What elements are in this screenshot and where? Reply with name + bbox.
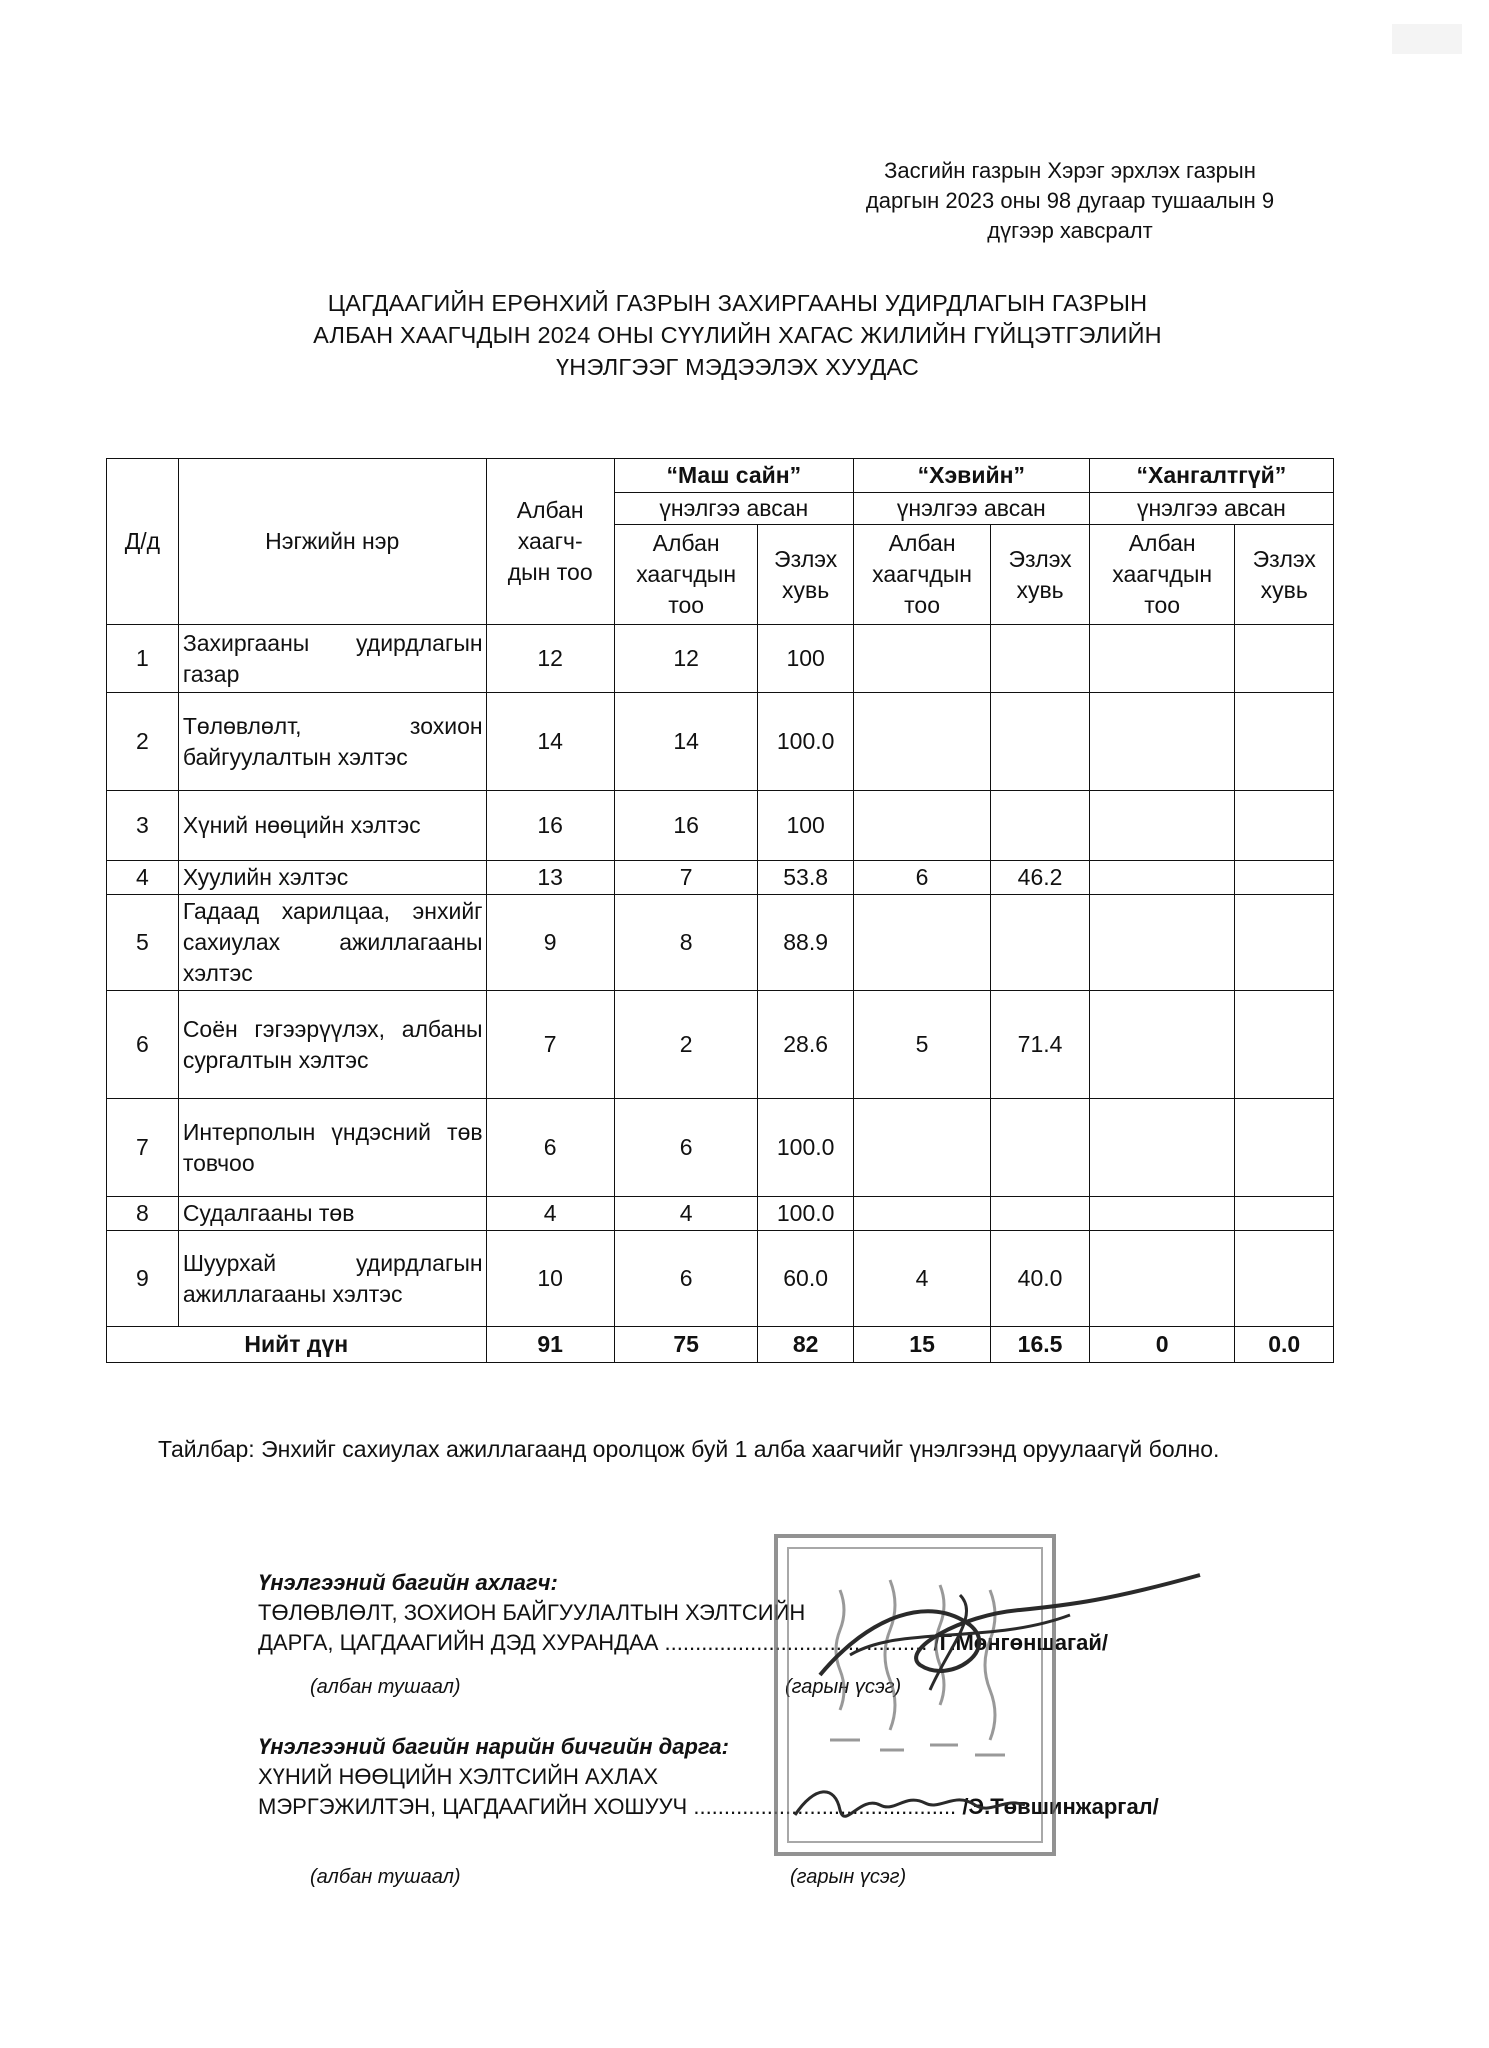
row-vg-count: 4	[614, 1197, 758, 1231]
header-vg-pct: Эзлэх хувь	[758, 525, 853, 625]
row-n-pct: 40.0	[991, 1231, 1090, 1327]
row-u-pct	[1235, 1099, 1334, 1197]
header-unit: Нэгжийн нэр	[178, 459, 486, 625]
leader-position-line-2: ДАРГА, ЦАГДААГИЙН ДЭД ХУРАНДАА ........................................... /Г.Мөнгөншагай/	[258, 1630, 1109, 1655]
row-no: 7	[107, 1099, 179, 1197]
document-title	[150, 287, 1325, 383]
row-u-count	[1089, 991, 1235, 1099]
row-n-pct: 71.4	[991, 991, 1090, 1099]
row-u-pct	[1235, 791, 1334, 861]
secretary-dots: ...........................................	[693, 1794, 957, 1819]
secretary-role: Үнэлгээний багийн нарийн бичгийн дарга:	[258, 1734, 729, 1759]
secretary-position-line-2: МЭРГЭЖИЛТЭН, ЦАГДААГИЙН ХОШУУЧ ........................................... /Э.Төвшинжаргал/	[258, 1794, 1159, 1819]
footnote: Тайлбар: Энхийг сахиулах ажиллагаанд оролцож буй 1 алба хаагчийг үнэлгээнд оруулаагүй болно.	[158, 1436, 1220, 1462]
row-total: 4	[486, 1197, 614, 1231]
row-vg-pct: 100.0	[758, 1197, 853, 1231]
row-n-count: 6	[853, 861, 990, 895]
table-row	[107, 1231, 1334, 1327]
total-u-pct: 0.0	[1235, 1327, 1334, 1363]
table-row	[107, 791, 1334, 861]
row-u-pct	[1235, 693, 1334, 791]
row-u-pct	[1235, 1231, 1334, 1327]
row-unit-name: Судалгааны төв	[178, 1197, 486, 1231]
scan-mark	[1392, 24, 1462, 54]
row-total: 14	[486, 693, 614, 791]
row-no: 9	[107, 1231, 179, 1327]
title-line-1: ЦАГДААГИЙН ЕРӨНХИЙ ГАЗРЫН ЗАХИРГААНЫ УДИРДЛАГЫН ГАЗРЫН	[327, 290, 1148, 316]
total-vg-count: 75	[614, 1327, 758, 1363]
header-n-count: Албан хаагчдын тоо	[853, 525, 990, 625]
row-u-pct	[1235, 1197, 1334, 1231]
table-row	[107, 895, 1334, 991]
table-row	[107, 625, 1334, 693]
title-line-3: ҮНЭЛГЭЭГ МЭДЭЭЛЭХ ХУУДАС	[556, 354, 919, 380]
table-row	[107, 1099, 1334, 1197]
table-row	[107, 991, 1334, 1099]
row-vg-pct: 100.0	[758, 693, 853, 791]
row-u-count	[1089, 1231, 1235, 1327]
row-u-count	[1089, 1099, 1235, 1197]
row-n-pct	[991, 791, 1090, 861]
leader-signature-caption: (гарын үсэг)	[785, 1676, 902, 1698]
annex-line-2: даргын 2023 оны 98 дугаар тушаалын 9	[865, 188, 1275, 213]
leader-dots: ...........................................	[664, 1630, 928, 1655]
row-no: 8	[107, 1197, 179, 1231]
row-unit-name: Интерполын үндэсний төв товчоо	[178, 1099, 486, 1197]
total-row	[107, 1327, 1334, 1363]
secretary-position-caption: (албан тушаал)	[310, 1866, 461, 1888]
row-vg-count: 14	[614, 693, 758, 791]
row-total: 13	[486, 861, 614, 895]
row-total: 7	[486, 991, 614, 1099]
leader-name: /Г.Мөнгөншагай/	[933, 1630, 1109, 1655]
secretary-position-line-1: ХҮНИЙ НӨӨЦИЙН ХЭЛТСИЙН АХЛАХ	[258, 1764, 659, 1789]
header-normal: “Хэвийн”	[853, 459, 1089, 493]
row-unit-name: Соён гэгээрүүлэх, албаны сургалтын хэлтэс	[178, 991, 486, 1099]
row-vg-pct: 60.0	[758, 1231, 853, 1327]
row-vg-pct: 28.6	[758, 991, 853, 1099]
total-n-pct: 16.5	[991, 1327, 1090, 1363]
row-u-pct	[1235, 991, 1334, 1099]
secretary-signature-caption: (гарын үсэг)	[790, 1866, 907, 1888]
header-unsatisfactory-sub: үнэлгээ авсан	[1089, 493, 1333, 525]
row-vg-pct: 100.0	[758, 1099, 853, 1197]
table-row	[107, 1197, 1334, 1231]
row-no: 2	[107, 693, 179, 791]
row-n-count	[853, 625, 990, 693]
leader-role: Үнэлгээний багийн ахлагч:	[258, 1570, 558, 1595]
header-very-good-sub: үнэлгээ авсан	[614, 493, 853, 525]
total-n-count: 15	[853, 1327, 990, 1363]
total-label: Нийт дүн	[107, 1327, 487, 1363]
total-staff: 91	[486, 1327, 614, 1363]
header-very-good: “Маш сайн”	[614, 459, 853, 493]
total-u-count: 0	[1089, 1327, 1235, 1363]
row-total: 6	[486, 1099, 614, 1197]
row-u-pct	[1235, 625, 1334, 693]
row-n-count	[853, 791, 990, 861]
header-n-pct: Эзлэх хувь	[991, 525, 1090, 625]
row-no: 4	[107, 861, 179, 895]
row-n-pct	[991, 1099, 1090, 1197]
annex-line-3: дүгээр хавсралт	[987, 218, 1153, 243]
table-row	[107, 693, 1334, 791]
row-vg-count: 8	[614, 895, 758, 991]
header-u-pct: Эзлэх хувь	[1235, 525, 1334, 625]
row-u-count	[1089, 1197, 1235, 1231]
total-vg-pct: 82	[758, 1327, 853, 1363]
secretary-signature-icon	[790, 1775, 1030, 1835]
row-unit-name: Хуулийн хэлтэс	[178, 861, 486, 895]
annex-reference	[820, 156, 1320, 246]
row-n-pct	[991, 895, 1090, 991]
row-u-pct	[1235, 861, 1334, 895]
row-total: 9	[486, 895, 614, 991]
row-vg-pct: 53.8	[758, 861, 853, 895]
row-unit-name: Захиргааны удирдлагын газар	[178, 625, 486, 693]
row-vg-count: 2	[614, 991, 758, 1099]
row-n-count	[853, 1197, 990, 1231]
row-n-count	[853, 1099, 990, 1197]
row-no: 6	[107, 991, 179, 1099]
title-line-2: АЛБАН ХААГЧДЫН 2024 ОНЫ СҮҮЛИЙН ХАГАС ЖИЛИЙН ГҮЙЦЭТГЭЛИЙН	[313, 322, 1162, 348]
row-n-count: 4	[853, 1231, 990, 1327]
row-u-pct	[1235, 895, 1334, 991]
row-n-pct: 46.2	[991, 861, 1090, 895]
row-no: 5	[107, 895, 179, 991]
row-n-pct	[991, 1197, 1090, 1231]
row-unit-name: Хүний нөөцийн хэлтэс	[178, 791, 486, 861]
header-unsatisfactory: “Хангалтгүй”	[1089, 459, 1333, 493]
row-u-count	[1089, 861, 1235, 895]
row-no: 1	[107, 625, 179, 693]
row-n-pct	[991, 625, 1090, 693]
header-staff-count: Албан хаагч- дын тоо	[486, 459, 614, 625]
evaluation-table	[106, 458, 1334, 1363]
row-total: 10	[486, 1231, 614, 1327]
leader-position-line-1: ТӨЛӨВЛӨЛТ, ЗОХИОН БАЙГУУЛАЛТЫН ХЭЛТСИЙН	[258, 1600, 806, 1625]
leader-position-caption: (албан тушаал)	[310, 1676, 461, 1698]
row-u-count	[1089, 791, 1235, 861]
row-vg-pct: 100	[758, 791, 853, 861]
row-u-count	[1089, 625, 1235, 693]
row-n-count: 5	[853, 991, 990, 1099]
secretary-name: /Э.Төвшинжаргал/	[962, 1794, 1159, 1819]
row-n-pct	[991, 693, 1090, 791]
header-u-count: Албан хаагчдын тоо	[1089, 525, 1235, 625]
row-n-count	[853, 693, 990, 791]
row-vg-count: 6	[614, 1099, 758, 1197]
row-no: 3	[107, 791, 179, 861]
header-no: Д/д	[107, 459, 179, 625]
row-u-count	[1089, 895, 1235, 991]
row-unit-name: Төлөвлөлт, зохион байгуулалтын хэлтэс	[178, 693, 486, 791]
row-unit-name: Гадаад харилцаа, энхийг сахиулах ажиллагааны хэлтэс	[178, 895, 486, 991]
header-normal-sub: үнэлгээ авсан	[853, 493, 1089, 525]
row-unit-name: Шуурхай удирдлагын ажиллагааны хэлтэс	[178, 1231, 486, 1327]
row-u-count	[1089, 693, 1235, 791]
row-total: 12	[486, 625, 614, 693]
row-vg-count: 12	[614, 625, 758, 693]
row-n-count	[853, 895, 990, 991]
row-vg-count: 16	[614, 791, 758, 861]
row-total: 16	[486, 791, 614, 861]
table-row	[107, 861, 1334, 895]
row-vg-count: 6	[614, 1231, 758, 1327]
row-vg-count: 7	[614, 861, 758, 895]
header-vg-count: Албан хаагчдын тоо	[614, 525, 758, 625]
row-vg-pct: 88.9	[758, 895, 853, 991]
annex-line-1: Засгийн газрын Хэрэг эрхлэх газрын	[884, 158, 1256, 183]
row-vg-pct: 100	[758, 625, 853, 693]
leader-signature-icon	[810, 1555, 1210, 1705]
